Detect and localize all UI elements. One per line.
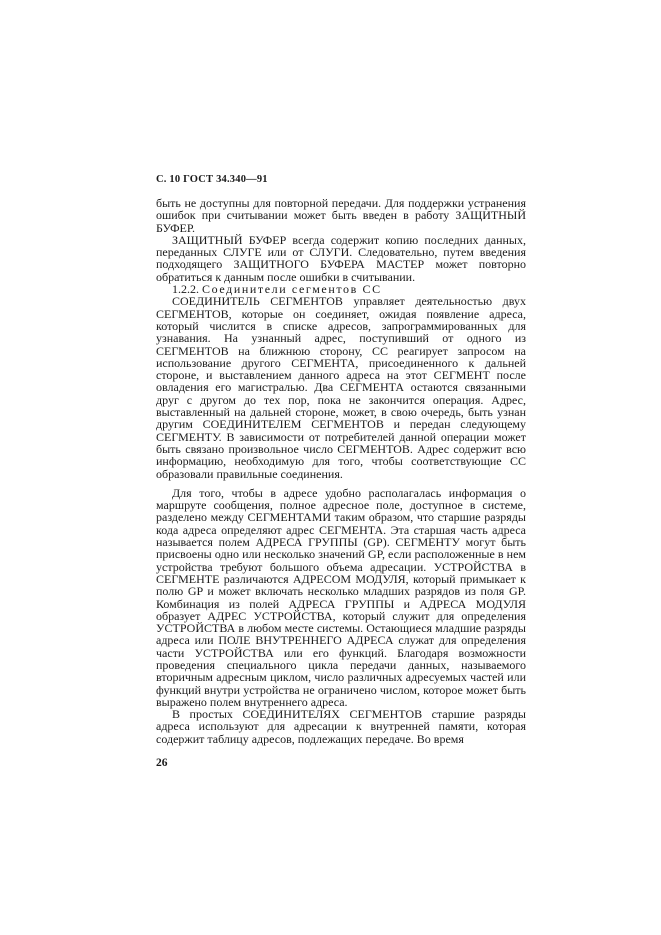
section-number: 1.2.2.: [172, 282, 199, 297]
paragraph-continuation: быть не доступны для повторной передачи. Для поддержки устранения ошибок при считывании может быть введен в работу ЗАЩИТНЫЙ БУФЕР.: [156, 196, 526, 235]
document-body: [156, 197, 526, 745]
paragraph-protective-buffer: ЗАЩИТНЫЙ БУФЕР всегда содержит копию последних данных, переданных СЛУГЕ или от СЛУГИ. Следовательно, путем введения подходящего ЗАЩИТНОГО БУФЕРА МАСТЕР может повторно обратиться к данным после ошибки в считывании.: [156, 232, 526, 284]
paragraph-segment-connector: СОЕДИНИТЕЛЬ СЕГМЕНТОВ управляет деятельностью двух СЕГМЕНТОВ, которые он соединяет, ожидая появление адреса, который числится в списке адресов, запрограммированных для узнавания. На узнанный адрес, поступивший от одного из СЕГМЕНТОВ на ближнюю сторону, СС реагирует запросом на использование другого СЕГМЕНТА, присоединенного к дальней стороне, и выставлением данного адреса на этот СЕГМЕНТ после овладения его магистралью. Два СЕГМЕНТА остаются связанными друг с другом до тех пор, пока не закончится операция. Адрес, выставленный на дальней стороне, может, в свою очередь, быть узнан другим СОЕДИНИТЕЛЕМ СЕГМЕНТОВ и передан следующему СЕГМЕНТУ. В зависимости от потребителей данной операции может быть связано произвольное число СЕГМЕНТОВ. Адрес содержит всю информацию, необходимую для того, чтобы соответствующие СС образовали правильные соединения.: [156, 294, 526, 481]
paragraph-address-routing: Для того, чтобы в адресе удобно располагалась информация о маршруте сообщения, полное адресное поле, доступное в системе, разделено между СЕГМЕНТАМИ таким образом, что старшие разряды кода адреса определяют адрес СЕГМЕНТА. Эта старшая часть адреса называется полем АДРЕСА ГРУППЫ (GP). СЕГМЕНТУ могут быть присвоены одно или несколько значений GP, если расположенные в нем устройства требуют большого объема адресации. УСТРОЙСТВА в СЕГМЕНТЕ различаются АДРЕСОМ МОДУЛЯ, который примыкает к полю GP и может включать несколько младших разрядов из поля GP. Комбинация из полей АДРЕСА ГРУППЫ и АДРЕСА МОДУЛЯ образует АДРЕС УСТРОЙСТВА, который служит для определения УСТРОЙСТВА в любом месте системы. Остающиеся младшие разряды адреса или ПОЛЕ ВНУТРЕННЕГО АДРЕСА служат для определения части УСТРОЙСТВА или его функций. Благодаря возможности проведения специального цикла передачи данных, называемого вторичным адресным циклом, число различных адресуемых частей или функций внутри устройства не ограничено числом, которое может быть выражено полем внутреннего адреса.: [156, 485, 526, 709]
paragraph-simple-connectors: В простых СОЕДИНИТЕЛЯХ СЕГМЕНТОВ старшие разряды адреса используют для адресации к внутренней памяти, которая содержит таблицу адресов, подлежащих передаче. Во время: [156, 707, 526, 746]
page-number: 26: [156, 757, 168, 769]
page-header: С. 10 ГОСТ 34.340—91: [156, 174, 268, 185]
section-title: Соединители сегментов СС: [202, 282, 382, 297]
